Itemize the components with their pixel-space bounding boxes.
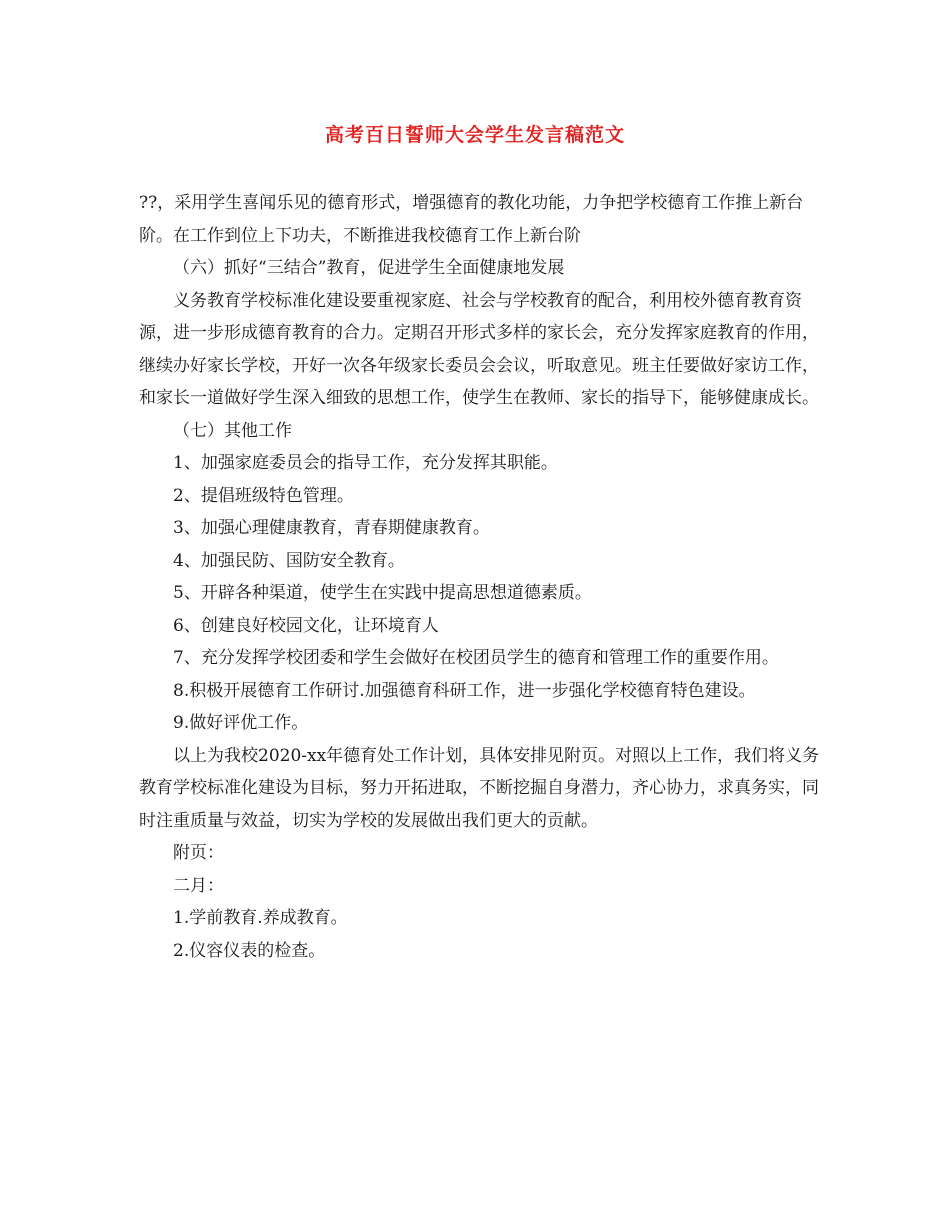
list-item: 7、充分发挥学校团委和学生会做好在校团员学生的德育和管理工作的重要作用。	[173, 648, 779, 668]
section-heading: （六）抓好“三结合”教育，促进学生全面健康地发展	[173, 258, 565, 278]
list-item: 1、加强家庭委员会的指导工作，充分发挥其职能。	[173, 453, 558, 473]
list-item: 3、加强心理健康教育，青春期健康教育。	[173, 518, 490, 538]
list-item: 2、提倡班级特色管理。	[173, 485, 354, 506]
list-item: 1.学前教育.养成教育。	[173, 908, 348, 928]
appendix-heading: 附页：	[173, 843, 224, 863]
section-heading: （七）其他工作	[173, 420, 292, 441]
list-item: 2.仪容仪表的检查。	[173, 940, 326, 961]
document-body	[139, 187, 829, 967]
paragraph: 义务教育学校标准化建设要重视家庭、社会与学校教育的配合，利用校外德育教育资源，进一步形成德育教育的合力。定期召开形式多样的家长会，充分发挥家庭教育的作用，继续办好家长学校，开好一次各年级家长委员会会议，听取意见。班主任要做好家访工作，和家长一道做好学生深入细致的思想工作，使学生在教师、家长的指导下，能够健康成长。	[139, 290, 819, 408]
paragraph: ??，采用学生喜闻乐见的德育形式，增强德育的教化功能，力争把学校德育工作推上新台阶。在工作到位上下功夫，不断推进我校德育工作上新台阶	[139, 193, 804, 246]
list-item: 8.积极开展德育工作研讨.加强德育科研工作，进一步强化学校德育特色建设。	[173, 680, 756, 701]
document-title: 高考百日誓师大会学生发言稿范文	[324, 124, 625, 146]
list-item: 5、开辟各种渠道，使学生在实践中提高思想道德素质。	[173, 583, 592, 603]
list-item: 9.做好评优工作。	[173, 713, 309, 733]
paragraph: 以上为我校2020-xx年德育处工作计划，具体安排见附页。对照以上工作，我们将义务教育学校标准化建设为目标，努力开拓进取，不断挖掘自身潜力，齐心协力，求真务实，同时注重质量与效益，切实为学校的发展做出我们更大的贡献。	[139, 745, 820, 831]
list-item: 4、加强民防、国防安全教育。	[173, 550, 405, 571]
list-item: 6、创建良好校园文化，让环境育人	[173, 615, 439, 636]
month-heading: 二月：	[173, 875, 224, 896]
